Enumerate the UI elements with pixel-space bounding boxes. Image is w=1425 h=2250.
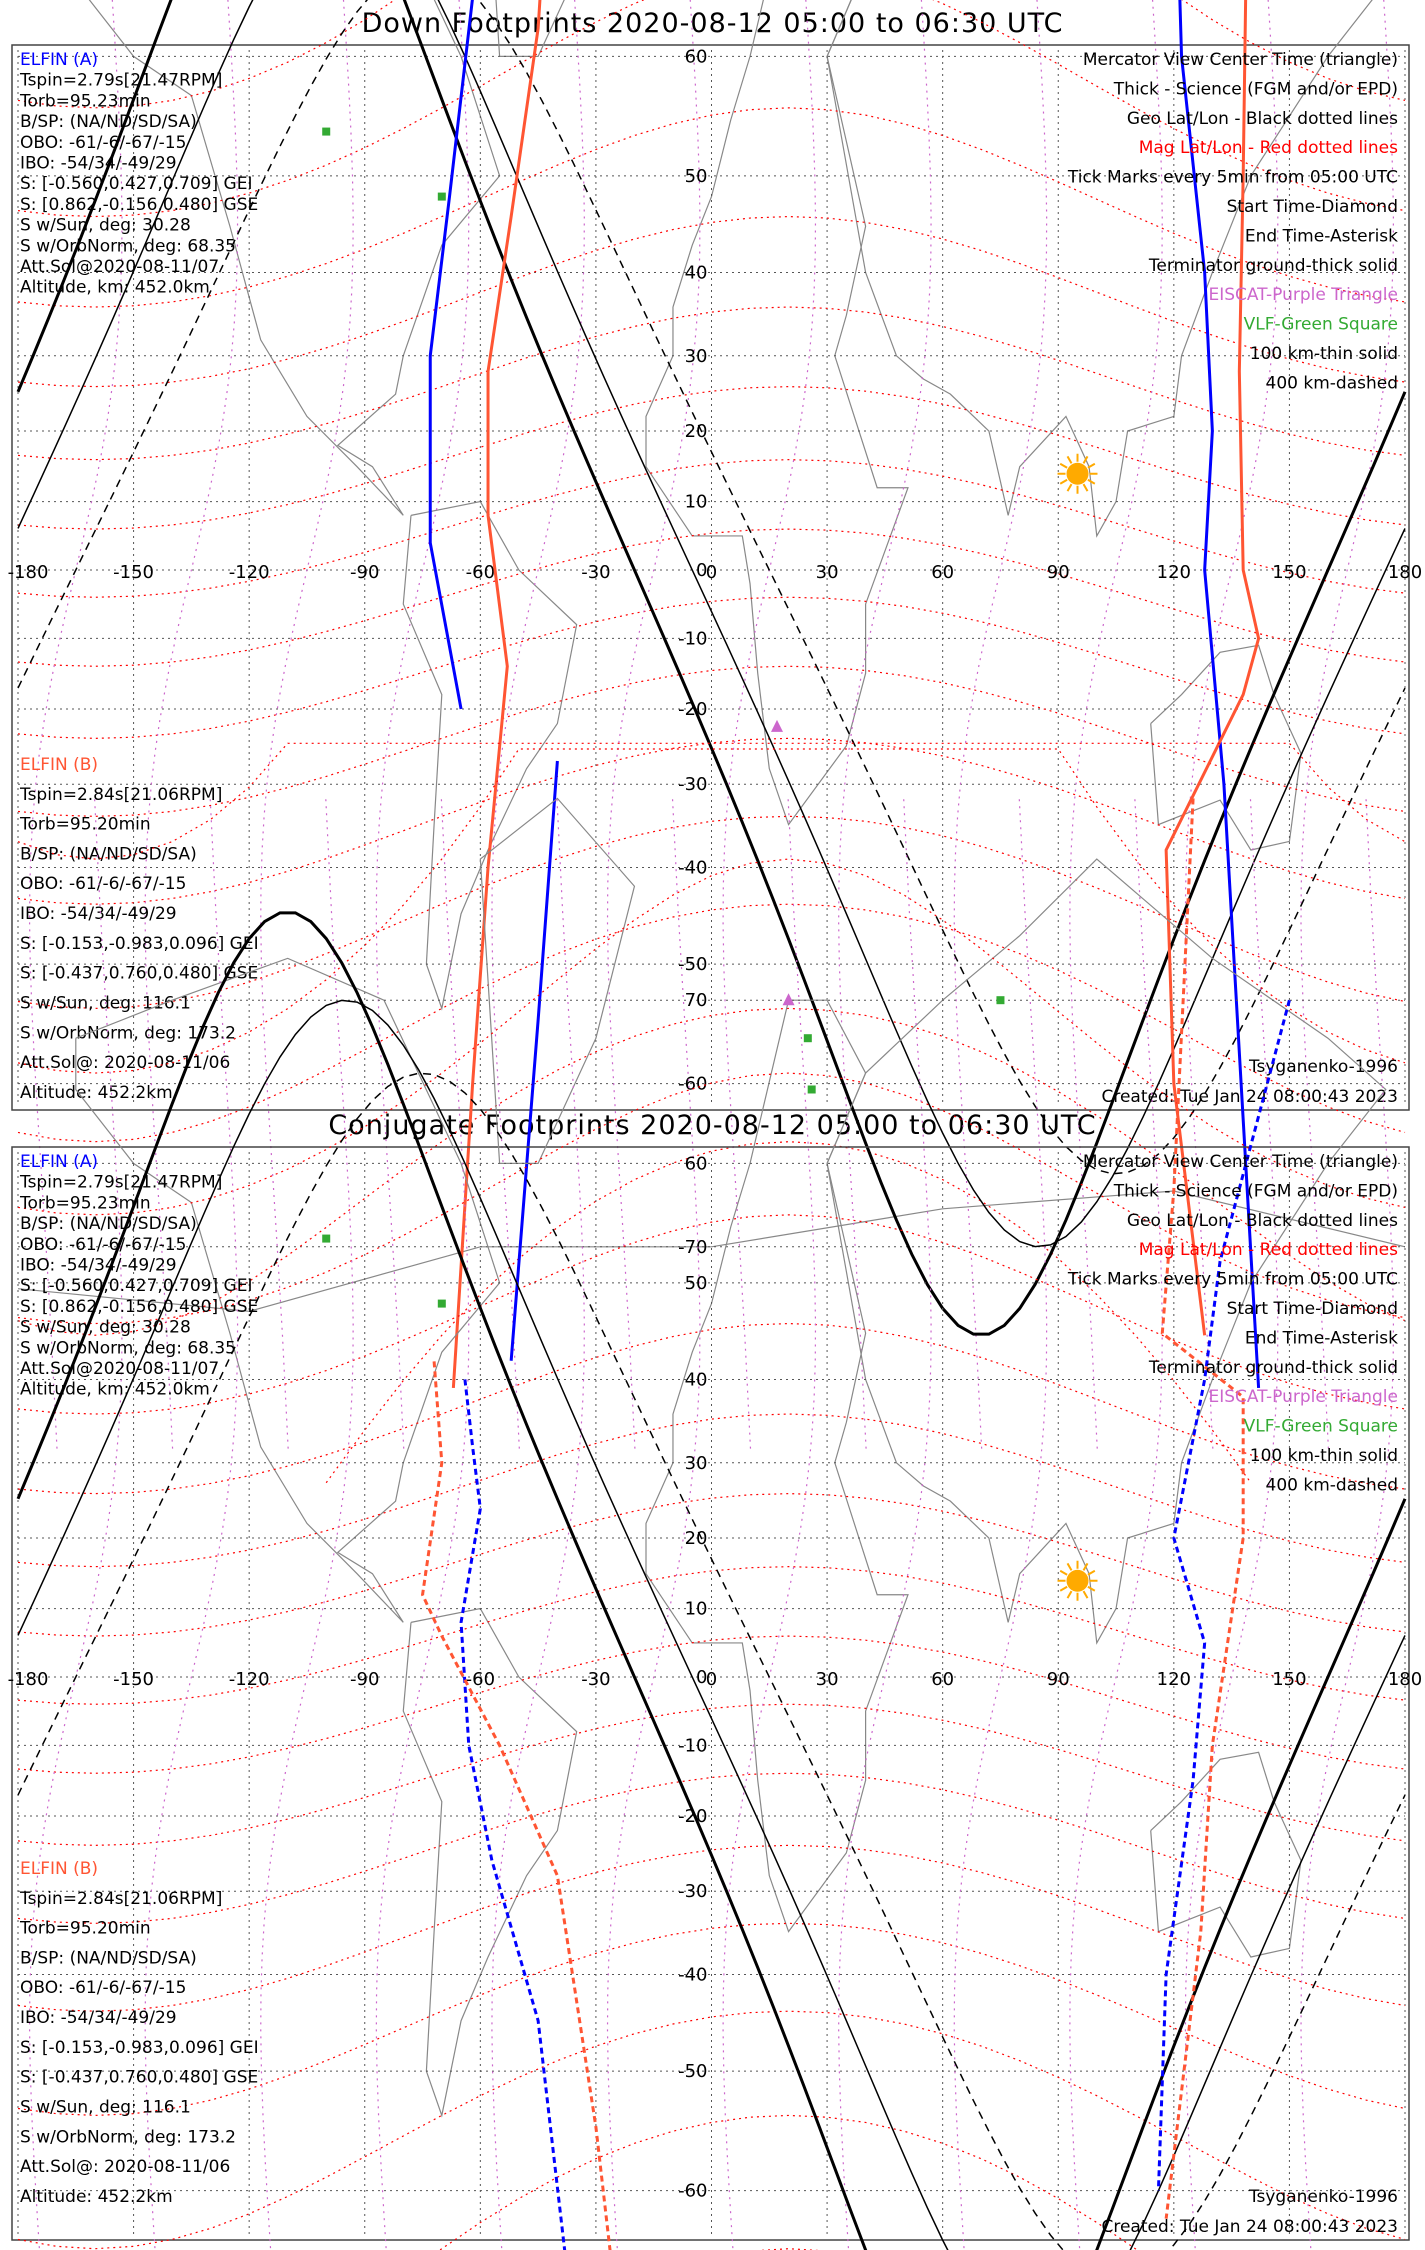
footer-created: Created: Tue Jan 24 08:00:43 2023	[1101, 2217, 1398, 2237]
elfin-b-header: ELFIN (B)	[20, 755, 99, 775]
lon-tick-label: 150	[1272, 562, 1307, 583]
lon-tick-label: -90	[350, 1669, 380, 1690]
elfin-a-info-line: S w/Sun, deg: 30.28	[20, 215, 191, 236]
lat-tick-label: -60	[678, 2180, 708, 2202]
elfin-b-info-line: IBO: -54/34/-49/29	[20, 2008, 177, 2029]
legend-item: VLF-Green Square	[1243, 314, 1398, 335]
vlf-square-icon	[804, 1034, 812, 1042]
elfin-b-info-line: OBO: -61/-6/-67/-15	[20, 874, 187, 895]
elfin-b-info-line: S w/Sun, deg: 116.1	[20, 993, 191, 1014]
legend-item: Mercator View Center Time (triangle)	[1082, 1152, 1398, 1172]
elfin-b-header: ELFIN (B)	[20, 1859, 99, 1879]
legend-item: End Time-Asterisk	[1244, 226, 1398, 247]
elfin-b-info-line: OBO: -61/-6/-67/-15	[20, 1978, 187, 1999]
legend-item: Geo Lat/Lon - Black dotted lines	[1126, 1210, 1398, 1231]
sun-disc	[1067, 463, 1089, 485]
mag-meridian	[492, 0, 584, 1449]
elfin-b-info-line: B/SP: (NA/ND/SD/SA)	[20, 1948, 197, 1969]
vlf-square-icon	[438, 1300, 446, 1308]
elfin-b-info-line: Torb=95.20min	[20, 814, 151, 835]
elfin-b-info-line: S: [-0.437,0.760,0.480] GSE	[20, 963, 259, 984]
legend-item: Terminator ground-thick solid	[1148, 255, 1398, 276]
legend-item: Thick - Science (FGM and/or EPD)	[1113, 79, 1398, 100]
lon-tick-label: 60	[931, 562, 955, 583]
footer-created: Created: Tue Jan 24 08:00:43 2023	[1101, 1087, 1398, 1107]
lat-tick-label: 20	[684, 1528, 708, 1550]
sun-ray	[1084, 1591, 1088, 1598]
elfin-a-info-line: S w/OrbNorm, deg: 68.35	[20, 236, 237, 257]
footer-model: Tsyganenko-1996	[1248, 2187, 1398, 2207]
elfin-a-info-line: S w/Sun, deg: 30.28	[20, 1317, 191, 1338]
legend-item: Terminator ground-thick solid	[1148, 1357, 1398, 1378]
lon-tick-label: 150	[1272, 1669, 1307, 1690]
lat-tick-label: 70	[684, 990, 708, 1012]
coastline	[480, 0, 634, 56]
mag-meridian	[954, 798, 1046, 2250]
mag-parallel	[18, 307, 1405, 460]
vlf-square-icon	[322, 128, 330, 136]
lon-tick-label: 30	[815, 1669, 839, 1690]
footer-model: Tsyganenko-1996	[1248, 1057, 1398, 1077]
elfin-a-info-line: Altitude, km: 452.0km	[20, 277, 210, 298]
elfin-a-info-line: Att.Sol@2020-08-11/07	[20, 1359, 220, 1379]
mag-meridian	[376, 798, 468, 2250]
lon-tick-label: -60	[465, 1669, 496, 1690]
lat-tick-label: 60	[684, 46, 708, 68]
lon-tick-label: 0	[705, 1669, 718, 1690]
panel-title-down: Down Footprints 2020-08-12 05:00 to 06:30 UTC	[361, 8, 1064, 39]
elfin-b-info-line: B/SP: (NA/ND/SD/SA)	[20, 844, 197, 865]
legend-item: Tick Marks every 5min from 05:00 UTC	[1067, 167, 1398, 188]
elfin-a-info-line: B/SP: (NA/ND/SD/SA)	[20, 1214, 197, 1235]
elfin-b-info-line: S: [-0.153,-0.983,0.096] GEI	[20, 933, 259, 954]
sun-ray	[1068, 484, 1072, 491]
mag-meridian	[954, 0, 1046, 1449]
legend-item: EISCAT-Purple Triangle	[1208, 285, 1398, 306]
lon-tick-label: -120	[228, 562, 270, 583]
mag-meridian	[30, 798, 122, 2250]
elfin-a-info-line: Torb=95.23min	[20, 91, 151, 112]
legend-item: Thick - Science (FGM and/or EPD)	[1113, 1181, 1398, 1202]
elfin-b-info-line: S w/OrbNorm, deg: 173.2	[20, 1023, 237, 1044]
info-block-elfin-a	[19, 1152, 258, 1400]
lat-tick-label: -50	[678, 2061, 708, 2083]
elfin-b-info-line: S w/OrbNorm, deg: 173.2	[20, 2127, 237, 2148]
lon-tick-label: -120	[228, 1669, 270, 1690]
elfin-a-info-line: B/SP: (NA/ND/SD/SA)	[20, 112, 197, 133]
elfin-a-info-line: Torb=95.23min	[20, 1193, 151, 1214]
elfin-a-info-line: S: [0.862,-0.156,0.480] GSE	[20, 194, 259, 215]
mag-meridian	[723, 0, 815, 1449]
lat-tick-label: 0	[696, 560, 708, 581]
lon-tick-label: -60	[465, 562, 496, 583]
elfin-a-info-line: Tspin=2.79s[21.47RPM]	[20, 70, 223, 91]
elfin-a-header: ELFIN (A)	[20, 50, 99, 70]
mag-meridian	[723, 798, 815, 2250]
legend-item: End Time-Asterisk	[1244, 1328, 1398, 1349]
lat-tick-label: -40	[678, 857, 708, 879]
elfin-b-info-line: S: [-0.153,-0.983,0.096] GEI	[20, 2037, 259, 2058]
elfin-a-info-line: S: [-0.560,0.427,0.709] GEI	[20, 174, 253, 195]
lon-tick-label: -180	[7, 562, 49, 583]
coastline	[480, 798, 634, 1163]
mag-meridian	[376, 0, 468, 1449]
elfin-a-header: ELFIN (A)	[20, 1152, 99, 1172]
elfin-a-info-line: S w/OrbNorm, deg: 68.35	[20, 1338, 237, 1359]
legend-item: Tick Marks every 5min from 05:00 UTC	[1067, 1269, 1398, 1290]
legend-item: Mag Lat/Lon - Red dotted lines	[1138, 138, 1398, 159]
sun-ray	[1060, 480, 1067, 484]
sun-ray	[1060, 464, 1067, 468]
legend-item: Mercator View Center Time (triangle)	[1082, 50, 1398, 70]
elfin-a-info-line: IBO: -54/34/-49/29	[20, 1255, 177, 1276]
lat-tick-label: 50	[684, 1272, 708, 1294]
lat-tick-label: -40	[678, 1964, 708, 1986]
elfin-a-info-line: IBO: -54/34/-49/29	[20, 153, 177, 174]
elfin-b-info-line: Altitude: 452.2km	[20, 1082, 173, 1103]
lon-tick-label: -30	[581, 562, 611, 583]
lat-tick-label: 30	[684, 1452, 708, 1474]
sun-ray	[1060, 1587, 1067, 1591]
legend-item: Geo Lat/Lon - Black dotted lines	[1126, 108, 1398, 129]
mag-meridian	[839, 798, 931, 2250]
elfin-b-info-line: S: [-0.437,0.760,0.480] GSE	[20, 2067, 259, 2088]
legend-item: 400 km-dashed	[1265, 373, 1398, 394]
lat-tick-label: 40	[684, 262, 708, 284]
mag-meridian	[145, 798, 237, 2250]
lat-tick-label: -70	[678, 1236, 708, 1258]
legend-item: EISCAT-Purple Triangle	[1208, 1387, 1398, 1408]
panel-title-conjugate: Conjugate Footprints 2020-08-12 05:00 to 06:30 UTC	[328, 1110, 1097, 1141]
elfin-a-track-west-south	[511, 761, 557, 1361]
lat-tick-label: -50	[678, 954, 708, 976]
elfin-a-info-line: S: [-0.560,0.427,0.709] GEI	[20, 1276, 253, 1297]
elfin-b-info-line: Tspin=2.84s[21.06RPM]	[20, 1888, 223, 1909]
elfin-b-info-line: Att.Sol@: 2020-08-11/06	[20, 2157, 231, 2178]
lat-tick-label: -60	[678, 1073, 708, 1095]
lat-tick-label: 0	[696, 1667, 708, 1688]
elfin-a-info-line: OBO: -61/-6/-67/-15	[20, 1234, 187, 1255]
lat-tick-label: 60	[684, 1153, 708, 1175]
legend-item: VLF-Green Square	[1243, 1416, 1398, 1437]
mag-meridian	[1070, 798, 1162, 2250]
lon-tick-label: -150	[113, 1669, 155, 1690]
mag-meridian	[1070, 0, 1162, 1449]
elfin-b-info-line: IBO: -54/34/-49/29	[20, 904, 177, 925]
eiscat-triangle-icon	[783, 993, 795, 1005]
legend-item: 400 km-dashed	[1265, 1475, 1398, 1496]
lon-tick-label: 0	[705, 562, 718, 583]
lon-tick-label: 30	[815, 562, 839, 583]
legend-item: Start Time-Diamond	[1226, 1298, 1398, 1319]
elfin-a-track-east	[1158, 1000, 1289, 2190]
elfin-a-info-line: OBO: -61/-6/-67/-15	[20, 132, 187, 153]
sun-ray	[1068, 1563, 1072, 1570]
lat-tick-label: 10	[684, 1598, 708, 1620]
vlf-square-icon	[808, 1085, 816, 1093]
elfin-b-info-line: Altitude: 452.2km	[20, 2186, 173, 2207]
legend-item: 100 km-thin solid	[1249, 343, 1398, 364]
elfin-b-track-east	[1162, 798, 1243, 2218]
lat-tick-label: -20	[678, 1805, 708, 1827]
elfin-a-track-west	[461, 1379, 604, 2250]
vlf-square-icon	[438, 193, 446, 201]
lat-tick-label: 30	[684, 345, 708, 367]
lon-tick-label: 120	[1156, 562, 1192, 583]
info-block-elfin-a	[19, 50, 258, 298]
elfin-b-info-line: Att.Sol@: 2020-08-11/06	[20, 1053, 231, 1074]
info-block-elfin-b	[19, 1859, 259, 2207]
sun-ray	[1068, 1591, 1072, 1598]
lon-tick-label: -90	[350, 562, 380, 583]
mag-meridian	[261, 0, 353, 1449]
lat-tick-label: 20	[684, 421, 708, 443]
lat-tick-label: -10	[678, 628, 708, 650]
lon-tick-label: 180	[1387, 1669, 1423, 1690]
lon-tick-label: -30	[581, 1669, 611, 1690]
elfin-a-info-line: Altitude, km: 452.0km	[20, 1379, 210, 1400]
lat-tick-label: -20	[678, 698, 708, 720]
sun-ray	[1060, 1571, 1067, 1575]
elfin-a-info-line: Tspin=2.79s[21.47RPM]	[20, 1172, 223, 1193]
sun-disc	[1067, 1570, 1089, 1592]
elfin-b-info-line: Tspin=2.84s[21.06RPM]	[20, 784, 223, 805]
legend-item: Mag Lat/Lon - Red dotted lines	[1138, 1240, 1398, 1261]
lon-tick-label: 90	[1046, 562, 1070, 583]
lat-tick-label: -30	[678, 1881, 708, 1903]
lat-tick-label: 50	[684, 165, 708, 187]
elfin-b-info-line: S w/Sun, deg: 116.1	[20, 2097, 191, 2118]
vlf-square-icon	[322, 1235, 330, 1243]
legend-item: 100 km-thin solid	[1249, 1445, 1398, 1466]
sun-ray	[1068, 456, 1072, 463]
vlf-square-icon	[996, 996, 1004, 1004]
eiscat-triangle-icon	[771, 720, 783, 732]
lon-tick-label: 60	[931, 1669, 955, 1690]
lat-tick-label: -10	[678, 1735, 708, 1757]
mag-meridian	[1185, 798, 1277, 2250]
legend-item: Start Time-Diamond	[1226, 196, 1398, 217]
lon-tick-label: 120	[1156, 1669, 1192, 1690]
elfin-a-info-line: S: [0.862,-0.156,0.480] GSE	[20, 1296, 259, 1317]
lat-tick-label: 10	[684, 491, 708, 513]
info-block-elfin-b	[19, 755, 259, 1103]
sun-ray	[1084, 484, 1088, 491]
lon-tick-label: 90	[1046, 1669, 1070, 1690]
mag-meridian	[608, 0, 700, 1449]
mag-meridian	[1301, 798, 1393, 2250]
lat-tick-label: 40	[684, 1369, 708, 1391]
lon-tick-label: 180	[1387, 562, 1423, 583]
lon-tick-label: -150	[113, 562, 155, 583]
lon-tick-label: -180	[7, 1669, 49, 1690]
lat-tick-label: -30	[678, 774, 708, 796]
elfin-b-info-line: Torb=95.20min	[20, 1918, 151, 1939]
map-panel-down	[8, 0, 1423, 1483]
legend	[1067, 1152, 1398, 1495]
elfin-a-info-line: Att.Sol@2020-08-11/07	[20, 257, 220, 277]
